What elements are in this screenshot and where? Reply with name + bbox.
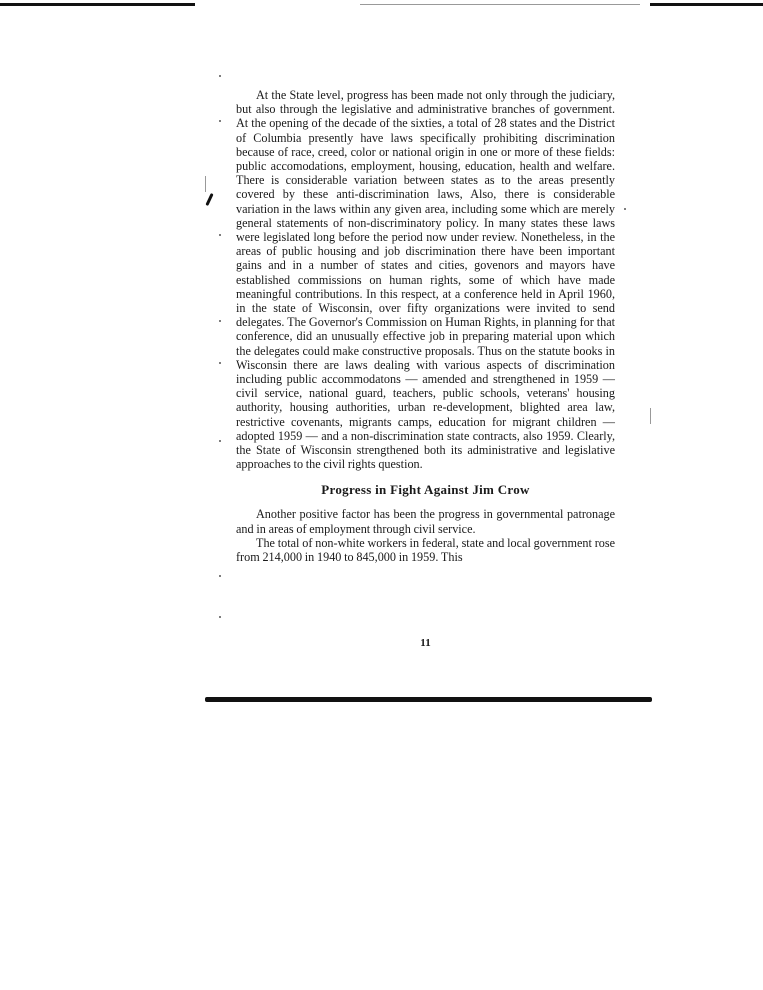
margin-dot — [219, 616, 221, 618]
margin-dot — [219, 75, 221, 77]
top-scan-rule-right — [650, 3, 763, 6]
margin-dot — [219, 440, 221, 442]
section-heading: Progress in Fight Against Jim Crow — [321, 482, 530, 498]
margin-dot — [219, 320, 221, 322]
document-page — [236, 88, 615, 649]
margin-dot — [219, 362, 221, 364]
margin-dot — [219, 120, 221, 122]
body-paragraph-positive-factor: Another positive factor has been the progress in governmental patronage and in areas of employment through civil service. — [236, 507, 615, 536]
top-scan-rule-thin — [360, 4, 640, 5]
page-number: 11 — [420, 637, 431, 649]
body-paragraph-state-level: At the State level, progress has been made not only through the judiciary, but also through the legislative and administrative branches of government. At the opening of the decade of the sixties, a total of 28 states and the District of Columbia presently have laws specifically prohibiting discrimination because of race, creed, color or national origin in one or more of these fields: public accomodations, employment, housing, education, health and welfare. There is considerable variation between states as to the areas presently covered by these anti-discrimination laws, Also, there is considerable variation in the laws within any given area, including some which are merely general statements of non-discriminatory policy. In many states these laws were legislated long before the period now under review. Nonetheless, in the areas of public housing and job discrimination there have been important gains and in a number of states and cities, govenors and mayors have established commissions on human rights, some of which have made meaningful contributions. In this respect, at a conference held in April 1960, in the state of Wisconsin, over fifty organizations were invited to send delegates. The Governor's Commission on Human Rights, in planning for that conference, did an unusually effective job in preparing material upon which the delegates could make constructive proposals. Thus on the statute books in Wisconsin there are laws dealing with various aspects of discrimination including public accommodatons — amended and strengthened in 1959 — civil service, national guard, teachers, public schools, veterans' housing authority, housing authorities, urban re-development, blighted area law, restrictive covenants, migrants camps, education for migrant children — adopted 1959 — and a non-discrimination state contracts, also 1959. Clearly, the State of Wisconsin strengthened both its administrative and legislative approaches to the civil rights question. — [236, 88, 615, 472]
bottom-scan-rule — [205, 697, 652, 702]
margin-line-left — [205, 176, 206, 192]
margin-line-right — [650, 408, 651, 424]
margin-dot — [624, 208, 626, 210]
top-scan-rule-left — [0, 3, 195, 6]
body-paragraph-non-white-workers: The total of non-white workers in federal, state and local government rose from 214,000 in 1940 to 845,000 in 1959. This — [236, 535, 615, 565]
margin-dot — [219, 234, 221, 236]
margin-pen-mark — [205, 193, 213, 206]
margin-dot — [219, 575, 221, 577]
